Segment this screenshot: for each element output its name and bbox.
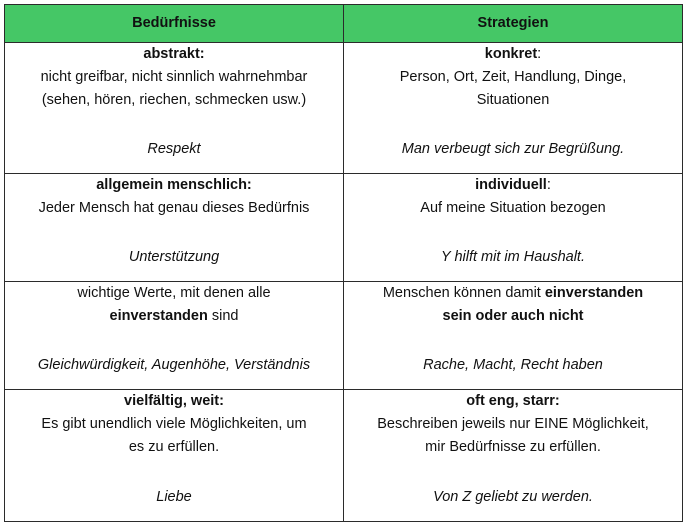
needs-cell-diverse <box>5 390 344 522</box>
cell-text: Menschen können damit <box>382 285 545 301</box>
table-row <box>5 174 683 282</box>
cell-example: Rache, Macht, Recht haben <box>423 357 603 373</box>
cell-title: allgemein menschlich: <box>96 177 252 193</box>
needs-cell-values <box>5 282 344 390</box>
needs-strategies-table <box>4 4 683 522</box>
cell-example: Y hilft mit im Haushalt. <box>441 249 585 265</box>
cell-title: konkret <box>484 46 538 62</box>
strategy-cell-narrow <box>344 390 683 522</box>
cell-text-line <box>11 305 337 328</box>
cell-title-line <box>350 174 676 197</box>
cell-bold-text: sein oder auch nicht <box>442 308 584 324</box>
cell-example: Liebe <box>156 489 192 505</box>
cell-title-colon: : <box>537 46 542 62</box>
needs-cell-general <box>5 174 344 282</box>
cell-example: Von Z geliebt zu werden. <box>433 489 593 505</box>
cell-title: oft eng, starr: <box>466 393 560 409</box>
cell-bold-text: einverstanden <box>544 285 644 301</box>
table-row <box>5 43 683 174</box>
cell-text: Situationen <box>476 92 550 108</box>
cell-text: Jeder Mensch hat genau dieses Bedürfnis <box>38 200 310 216</box>
cell-text: Person, Ort, Zeit, Handlung, Dinge, <box>399 69 627 85</box>
cell-text: Auf meine Situation bezogen <box>420 200 606 216</box>
cell-text: sind <box>207 308 239 324</box>
cell-example: Unterstützung <box>128 249 220 265</box>
cell-text: (sehen, hören, riechen, schmecken usw.) <box>41 92 307 108</box>
cell-title-colon: : <box>546 177 551 193</box>
cell-text: wichtige Werte, mit denen alle <box>77 285 271 301</box>
cell-example: Respekt <box>147 141 201 157</box>
cell-text: Es gibt unendlich viele Möglichkeiten, um <box>41 416 307 432</box>
cell-text: Beschreiben jeweils nur EINE Möglichkeit, <box>377 416 649 432</box>
cell-example: Gleichwürdigkeit, Augenhöhe, Verständnis <box>37 357 311 373</box>
needs-cell-abstract <box>5 43 344 174</box>
table-row <box>5 390 683 522</box>
header-row <box>5 5 683 43</box>
cell-bold-text: einverstanden <box>109 308 208 324</box>
header-strategies: Strategien <box>344 5 683 43</box>
header-needs: Bedürfnisse <box>5 5 344 43</box>
cell-text: es zu erfüllen. <box>128 439 220 455</box>
strategy-cell-individual <box>344 174 683 282</box>
cell-example: Man verbeugt sich zur Begrüßung. <box>401 141 625 157</box>
cell-text-line <box>350 282 676 305</box>
cell-title: abstrakt: <box>143 46 205 62</box>
table-row <box>5 282 683 390</box>
cell-text: mir Bedürfnisse zu erfüllen. <box>425 439 601 455</box>
cell-title: vielfältig, weit: <box>124 393 224 409</box>
strategy-cell-agreement <box>344 282 683 390</box>
cell-title: individuell <box>475 177 547 193</box>
cell-title-line <box>350 43 676 66</box>
cell-text: nicht greifbar, nicht sinnlich wahrnehmbar <box>40 69 308 85</box>
strategy-cell-concrete <box>344 43 683 174</box>
